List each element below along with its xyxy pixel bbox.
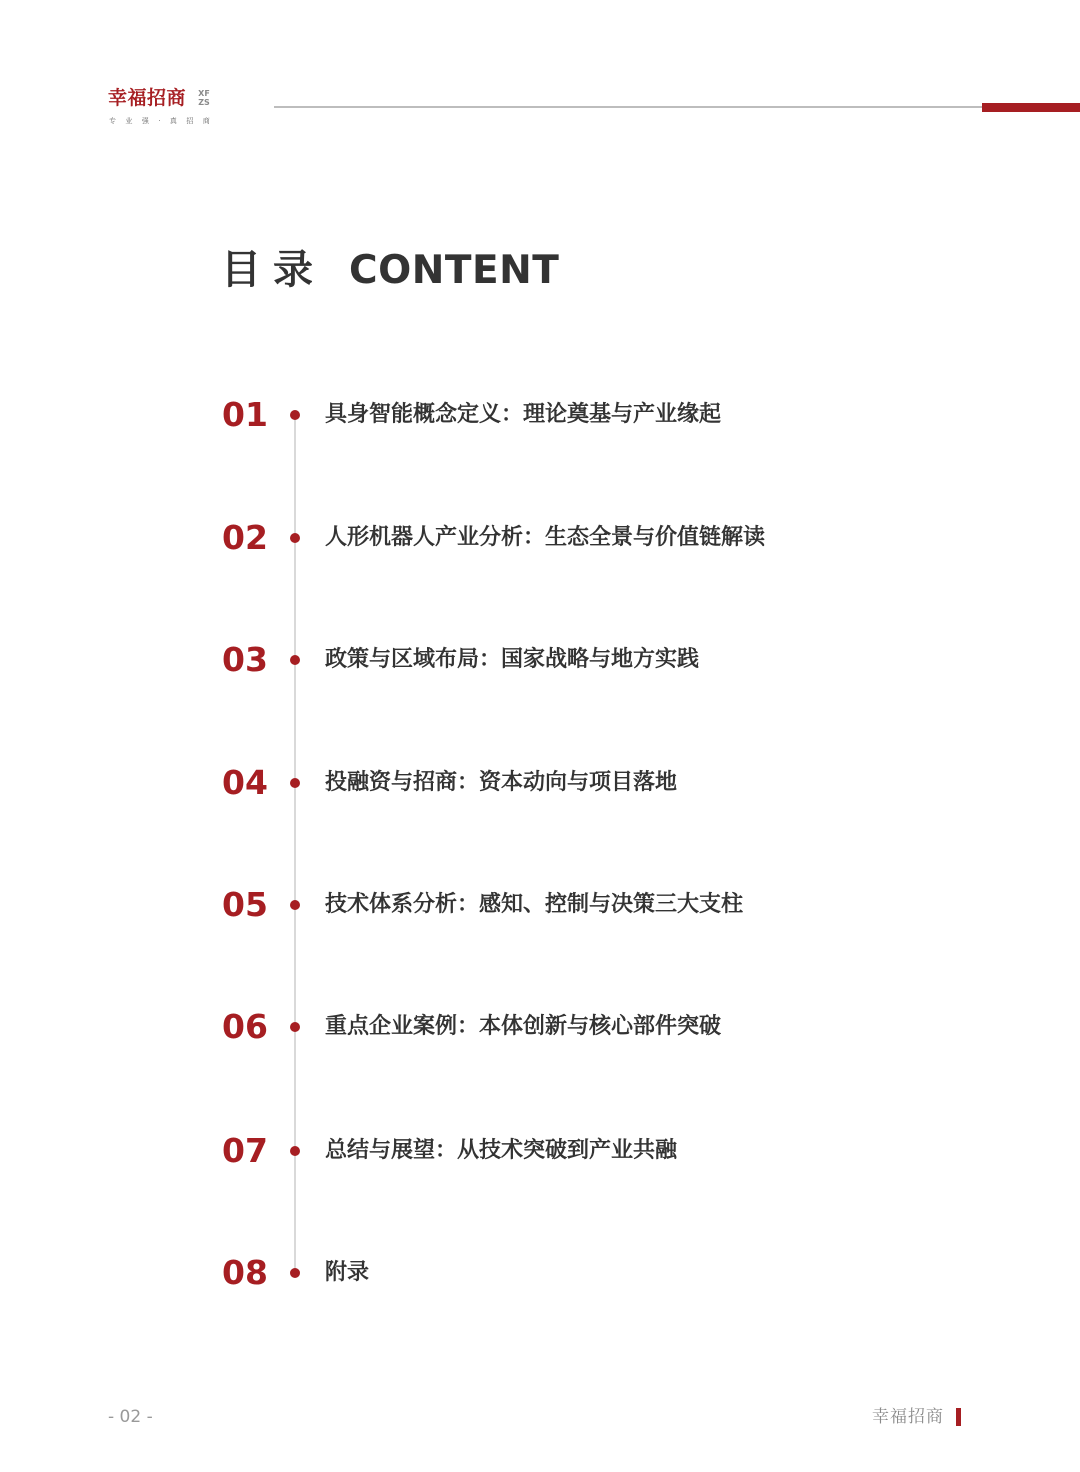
toc-item-04[interactable] xyxy=(0,763,1080,803)
toc-title: 投融资与招商：资本动向与项目落地 xyxy=(325,770,678,795)
toc-item-08[interactable] xyxy=(0,1253,1080,1293)
toc-item-01[interactable] xyxy=(0,395,1080,435)
toc-number: 02 xyxy=(222,518,268,557)
logo-mark-top: XF xyxy=(198,89,210,98)
toc-item-05[interactable] xyxy=(0,885,1080,925)
toc-bullet xyxy=(290,1268,300,1278)
logo-slogan: 专 业 强 · 真 招 商 xyxy=(109,117,214,125)
toc-bullet xyxy=(290,900,300,910)
toc-bullet xyxy=(290,410,300,420)
toc-number: 01 xyxy=(222,395,268,434)
toc-item-06[interactable] xyxy=(0,1007,1080,1047)
toc-bullet xyxy=(290,1146,300,1156)
toc-title: 总结与展望：从技术突破到产业共融 xyxy=(325,1138,678,1163)
toc-bullet xyxy=(290,1022,300,1032)
toc-item-07[interactable] xyxy=(0,1131,1080,1171)
toc-title: 技术体系分析：感知、控制与决策三大支柱 xyxy=(325,892,744,917)
toc-number: 07 xyxy=(222,1131,268,1170)
page-title-en: CONTENT xyxy=(349,248,560,293)
toc-title: 政策与区域布局：国家战略与地方实践 xyxy=(325,647,700,672)
logo-mark-bottom: ZS xyxy=(198,98,210,107)
toc-bullet xyxy=(290,655,300,665)
toc-item-02[interactable] xyxy=(0,518,1080,558)
toc-title: 附录 xyxy=(325,1260,370,1285)
toc-number: 03 xyxy=(222,640,268,679)
footer-brand: 幸福招商 xyxy=(872,1407,944,1427)
toc-bullet xyxy=(290,778,300,788)
page-number: - 02 - xyxy=(108,1407,153,1427)
toc-title: 重点企业案例：本体创新与核心部件突破 xyxy=(325,1014,722,1039)
toc-number: 08 xyxy=(222,1253,268,1292)
toc-title: 具身智能概念定义：理论奠基与产业缘起 xyxy=(325,402,722,427)
toc-bullet xyxy=(290,533,300,543)
toc-item-03[interactable] xyxy=(0,640,1080,680)
footer-accent-bar xyxy=(956,1408,961,1426)
toc-number: 05 xyxy=(222,885,268,924)
toc-title: 人形机器人产业分析：生态全景与价值链解读 xyxy=(325,525,766,550)
toc-number: 04 xyxy=(222,763,268,802)
page-title-cn: 目录 xyxy=(221,247,325,293)
toc-number: 06 xyxy=(222,1007,268,1046)
logo-name: 幸福招商 xyxy=(108,87,187,109)
